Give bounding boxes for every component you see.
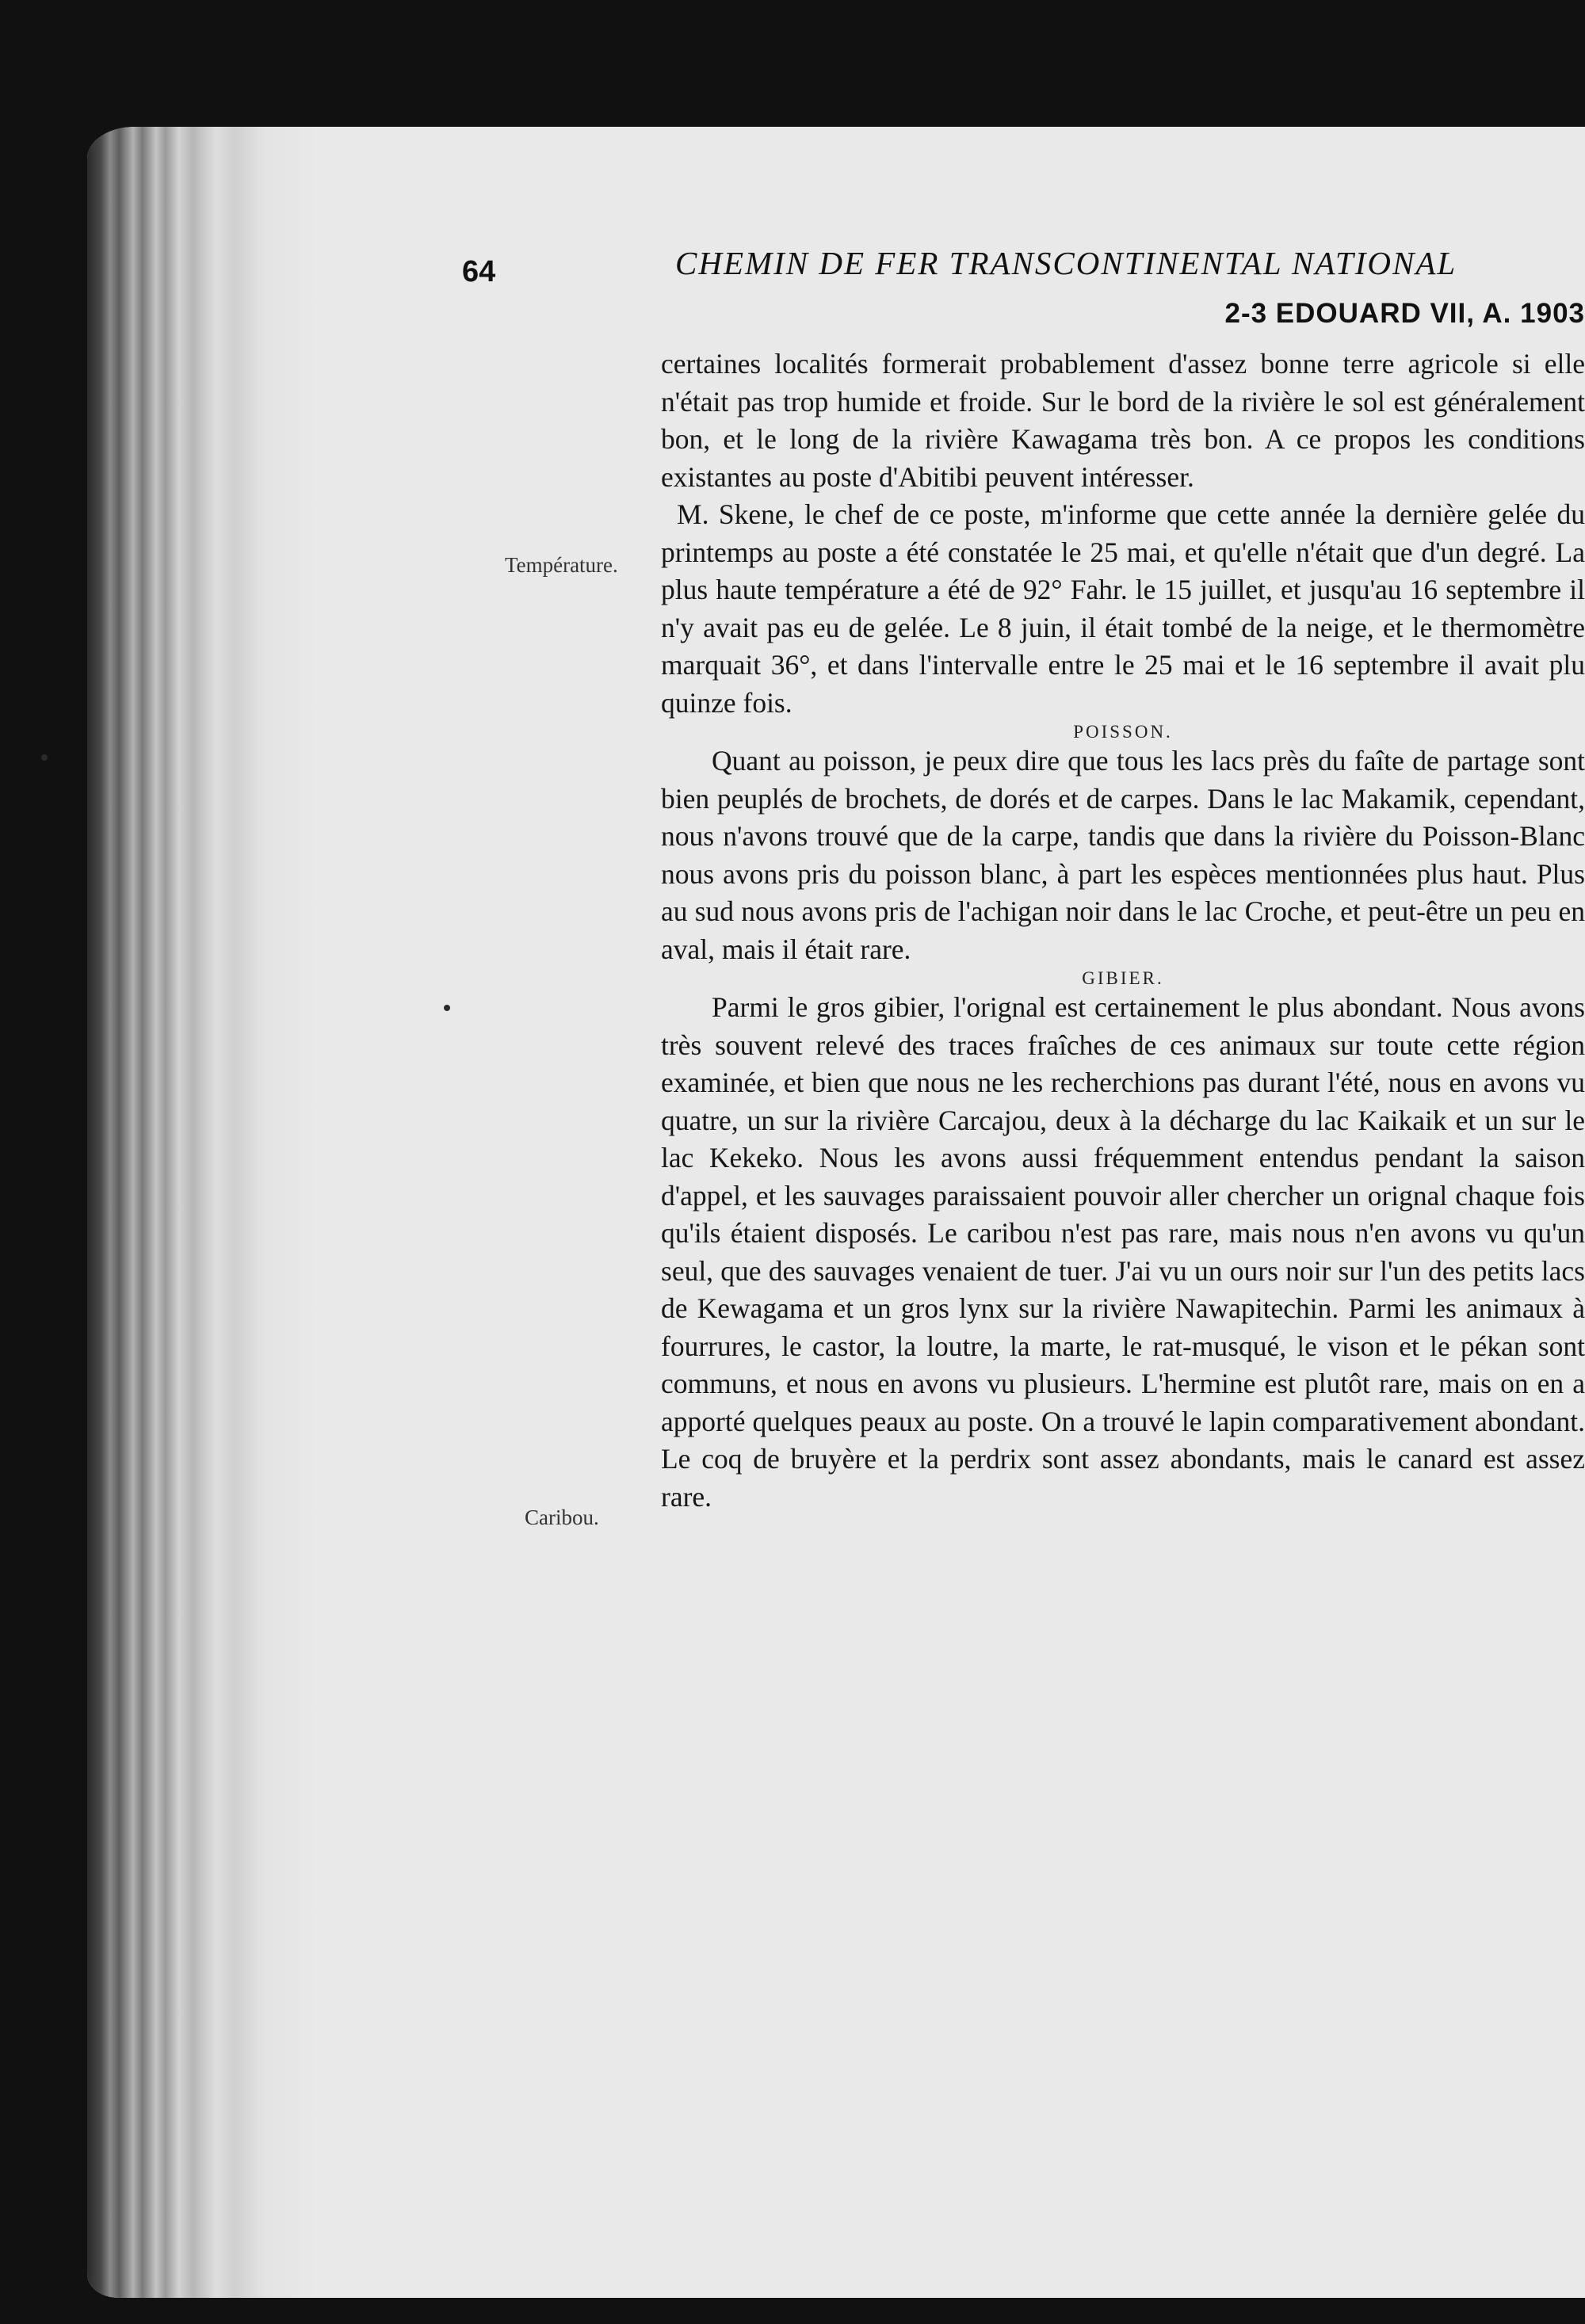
section-heading: POISSON. bbox=[1073, 722, 1173, 742]
body-text bbox=[661, 345, 1585, 1516]
margin-note-temperature: Température. bbox=[505, 553, 618, 577]
paragraph: Parmi le gros gibier, l'orignal est certainement le plus abondant. Nous avons très souvent relevé des traces fraîches de ces animaux sur toute cette région examinée, et bien que nous ne les recherchions pas durant l'été, nous en avons vu quatre, un sur la rivière Carcajou, deux à la décharge du lac Kaikaik et un sur le lac Kekeko. Nous les avons aussi fréquemment entendus pendant la saison d'appel, et les sauvages paraissaient pouvoir aller chercher un orignal chaque fois qu'ils étaient disposés. Le caribou n'est pas rare, mais nous n'en avons vu qu'un seul, que des sauvages venaient de tuer. J'ai vu un ours noir sur l'un des petits lacs de Kewagama et un gros lynx sur la rivière Nawapitechin. Parmi les animaux à fourrures, le castor, la loutre, la marte, le rat-musqué, le vison et le pékan sont communs, et nous en avons vu plusieurs. L'hermine est plutôt rare, mais on en a apporté quelques peaux au poste. On a trouvé le lapin comparativement abondant. Le coq de bruyère et la perdrix sont assez abondants, mais le canard est assez rare. bbox=[661, 991, 1585, 1513]
running-title: CHEMIN DE FER TRANSCONTINENTAL NATIONAL bbox=[675, 245, 1457, 281]
session-line: 2-3 EDOUARD VII, A. 1903 bbox=[1224, 298, 1585, 329]
page-number: 64 bbox=[462, 255, 496, 288]
page-gutter-shadow bbox=[87, 127, 317, 2298]
paragraph: M. Skene, le chef de ce poste, m'informe que cette année la dernière gelée du printemps au poste a été constatée le 25 mai, et qu'elle n'était que d'un degré. La plus haute température a été de 92° Fahr. le 15 juillet, et jusqu'au 16 septembre il n'y avait pas eu de gelée. Le 8 juin, il était tombé de la neige, et le thermomètre marquait 36°, et dans l'intervalle entre le 25 mai et le 16 septembre il avait plu quinze fois. bbox=[661, 498, 1585, 719]
speck-mark bbox=[41, 754, 48, 761]
margin-note-caribou: Caribou. bbox=[525, 1505, 599, 1529]
section-heading: GIBIER. bbox=[1082, 968, 1164, 988]
paragraph: certaines localités formerait probablement d'assez bonne terre agricole si elle n'était pas trop humide et froide. Sur le bord de la rivière le sol est généralement bon, et le long de la rivière Kawagama très bon. A ce propos les conditions existantes au poste d'Abitibi peuvent intéresser. bbox=[661, 348, 1585, 493]
speck-mark bbox=[444, 1005, 450, 1011]
paragraph: Quant au poisson, je peux dire que tous les lacs près du faîte de partage sont bien peuplés de brochets, de dorés et de carpes. Dans le lac Makamik, cependant, nous n'avons trouvé que de la carpe, tandis que dans la rivière du Poisson-Blanc nous avons pris du poisson blanc, à part les espèces mentionnées plus haut. Plus au sud nous avons pris de l'achigan noir dans le lac Croche, et peut-être un peu en aval, mais il était rare. bbox=[661, 745, 1585, 965]
